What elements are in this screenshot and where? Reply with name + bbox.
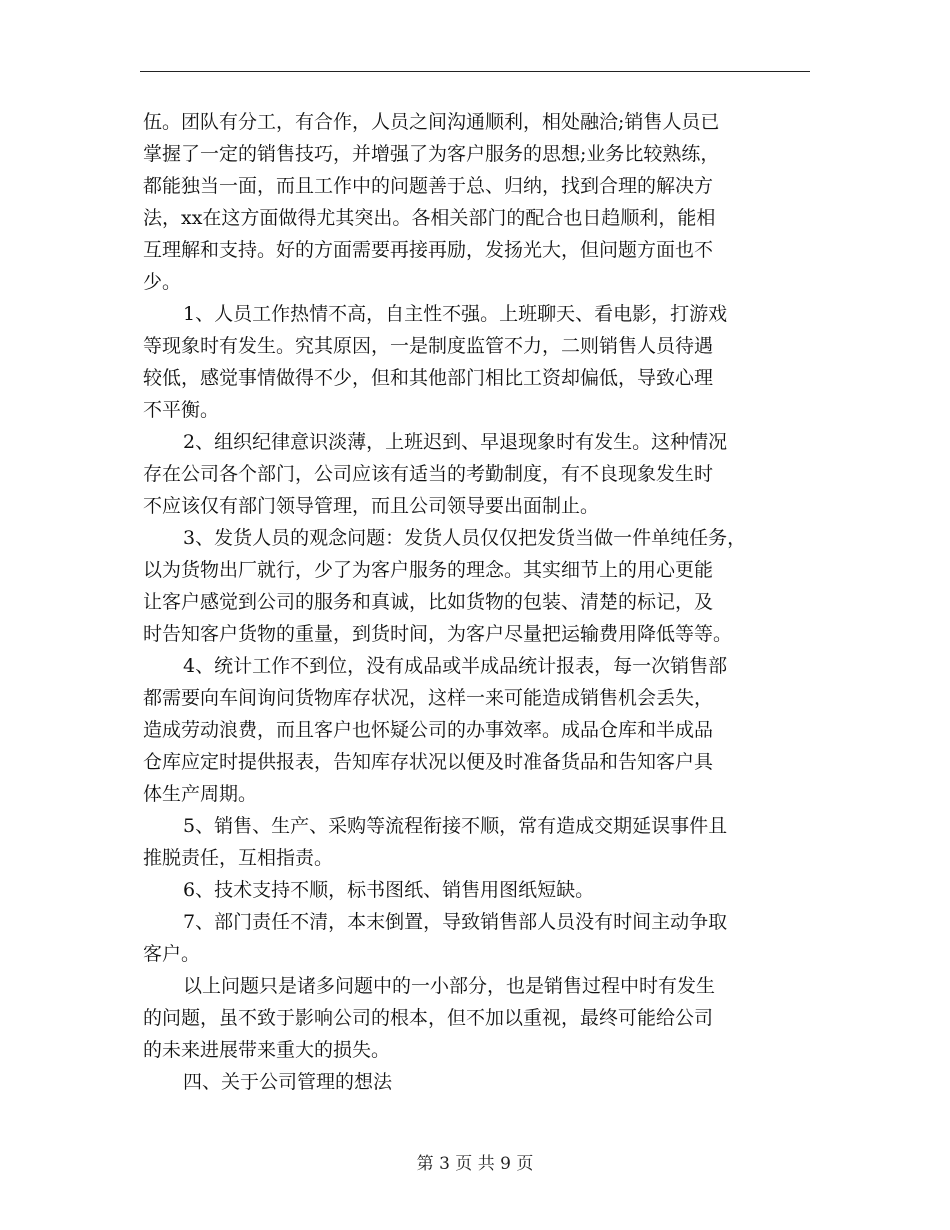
text-line: 法，xx在这方面做得尤其突出。各相关部门的配合也日趋顺利，能相 <box>143 207 716 229</box>
text-line: 掌握了一定的销售技巧，并增强了为客户服务的思想;业务比较熟练， <box>143 143 720 165</box>
text-line: 3、发货人员的观念问题：发货人员仅仅把发货当做一件单纯任务， <box>183 527 747 549</box>
text-line: 互理解和支持。好的方面需要再接再励，发扬光大，但问题方面也不 <box>143 239 714 261</box>
text-line: 都需要向车间询问货物库存状况，这样一来可能造成销售机会丢失， <box>143 687 714 709</box>
header-rule <box>140 71 810 72</box>
page-footer: 第 3 页 共 9 页 <box>416 1154 534 1174</box>
text-line: 以为货物出厂就行，少了为客户服务的理念。其实细节上的用心更能 <box>143 559 714 581</box>
text-line: 造成劳动浪费，而且客户也怀疑公司的办事效率。成品仓库和半成品 <box>143 719 714 741</box>
text-line: 客户。 <box>143 943 201 965</box>
text-line: 不应该仅有部门领导管理，而且公司领导要出面制止。 <box>143 495 600 517</box>
text-line: 的未来进展带来重大的损失。 <box>143 1039 391 1061</box>
text-line: 1、人员工作热情不高，自主性不强。上班聊天、看电影，打游戏 <box>183 303 728 325</box>
text-line: 以上问题只是诸多问题中的一小部分，也是销售过程中时有发生 <box>183 975 716 997</box>
text-line: 伍。团队有分工，有合作，人员之间沟通顺利，相处融洽;销售人员已 <box>143 111 720 133</box>
text-line: 体生产周期。 <box>143 783 258 805</box>
text-line: 5、销售、生产、采购等流程衔接不顺，常有造成交期延误事件且 <box>183 815 728 837</box>
text-line: 2、组织纪律意识淡薄，上班迟到、早退现象时有发生。这种情况 <box>183 431 728 453</box>
text-line: 存在公司各个部门，公司应该有适当的考勤制度，有不良现象发生时 <box>143 463 714 485</box>
text-line: 7、部门责任不清，本末倒置，导致销售部人员没有时间主动争取 <box>183 911 728 933</box>
text-line: 让客户感觉到公司的服务和真诚，比如货物的包装、清楚的标记，及 <box>143 591 714 613</box>
text-line: 的问题，虽不致于影响公司的根本，但不加以重视，最终可能给公司 <box>143 1007 714 1029</box>
text-line: 较低，感觉事情做得不少，但和其他部门相比工资却偏低，导致心理 <box>143 367 714 389</box>
text-line: 6、技术支持不顺，标书图纸、销售用图纸短缺。 <box>183 879 595 901</box>
text-line: 时告知客户货物的重量，到货时间，为客户尽量把运输费用降低等等。 <box>143 623 733 645</box>
body-text <box>143 106 810 1098</box>
text-line: 4、统计工作不到位，没有成品或半成品统计报表，每一次销售部 <box>183 655 728 677</box>
text-line: 等现象时有发生。究其原因，一是制度监管不力，二则销售人员待遇 <box>143 335 714 357</box>
text-line: 少。 <box>143 271 182 293</box>
text-line: 都能独当一面，而且工作中的问题善于总、归纳，找到合理的解决方 <box>143 175 714 197</box>
text-line: 四、关于公司管理的想法 <box>183 1071 393 1093</box>
text-line: 推脱责任，互相指责。 <box>143 847 334 869</box>
text-line: 仓库应定时提供报表，告知库存状况以便及时准备货品和告知客户具 <box>143 751 714 773</box>
text-line: 不平衡。 <box>143 399 220 421</box>
